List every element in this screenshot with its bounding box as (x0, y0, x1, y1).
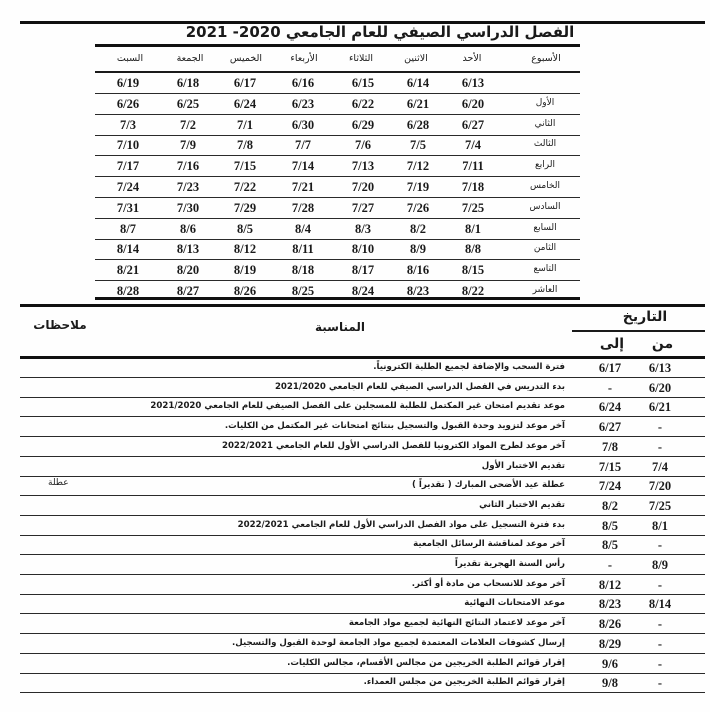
week-label: السادس (529, 201, 561, 212)
date-cell: 8/26 (233, 284, 257, 298)
week-label: الخامس (529, 181, 561, 191)
to-date: 8/5 (602, 518, 618, 533)
from-header: من (651, 336, 674, 352)
date-cell: 8/5 (237, 221, 253, 236)
date-cell: 8/16 (406, 263, 430, 278)
event-row (20, 516, 705, 537)
occasion-text: آخر موعد لطرح المواد الكترونيا للفصل الدراسي الأول للعام الجامعي 2022/2021 (221, 440, 565, 451)
date-cell: 7/29 (233, 200, 257, 215)
date-cell: 7/28 (291, 200, 315, 215)
from-date: 6/20 (648, 380, 672, 395)
to-date: 8/2 (602, 498, 618, 513)
date-cell: 8/7 (120, 221, 136, 236)
date-cell: 7/23 (176, 180, 200, 194)
date-cell: 6/28 (406, 117, 430, 132)
to-date: 8/12 (598, 577, 622, 592)
occasion-text: إقرار قوائم الطلبة الخريجين من مجلس العمداء. (363, 677, 565, 688)
date-cell: 8/8 (465, 242, 481, 257)
date-cell: 6/26 (116, 96, 140, 111)
date-cell: 7/4 (465, 138, 481, 153)
week-row (95, 94, 580, 115)
occasion-text: بدء فترة التسجيل على مواد الفصل الدراسي الأول للعام الجامعي 2022/2021 (237, 519, 565, 530)
date-cell: 7/31 (116, 200, 140, 215)
occasion-text: إرسال كشوفات العلامات المعتمدة لجميع مواد الجامعة لوحدة القبول والتسجيل. (232, 637, 565, 648)
from-date: 7/20 (648, 479, 672, 494)
date-cell: 6/22 (351, 96, 375, 111)
from-date: - (657, 420, 663, 435)
date-cell: 8/23 (406, 284, 430, 298)
date-cell: 6/19 (116, 76, 140, 90)
date-cell: 6/16 (291, 76, 315, 90)
date-cell: 7/6 (355, 138, 371, 153)
header-thursday: الخميس (229, 53, 263, 64)
to-date: 8/26 (598, 617, 622, 632)
date-cell: 8/25 (291, 284, 315, 298)
to-date: 6/24 (598, 400, 622, 415)
event-row (20, 496, 705, 517)
date-cell: 8/15 (461, 263, 485, 278)
date-cell: 6/18 (176, 76, 200, 90)
to-date: 9/8 (602, 676, 618, 691)
from-date: 7/25 (648, 498, 672, 513)
date-cell: 6/23 (291, 96, 315, 111)
occasion-text: تقديم الاختبار الثاني (479, 499, 565, 510)
to-date: 7/24 (598, 479, 622, 494)
occasion-text: رأس السنة الهجرية تقديراً (454, 559, 565, 569)
week-row (95, 115, 580, 136)
date-cell: 8/20 (176, 263, 200, 278)
date-cell: 6/25 (176, 96, 200, 111)
week-label: العاشر (532, 285, 558, 295)
week-label: الثامن (533, 243, 557, 254)
event-row (20, 476, 705, 497)
date-cell: 7/21 (291, 180, 315, 194)
from-date: 6/21 (648, 400, 672, 415)
week-label: الرابع (534, 160, 555, 171)
header-tuesday: الثلاثاء (348, 53, 374, 64)
date-cell: 7/5 (410, 138, 426, 153)
from-date: 8/1 (652, 518, 668, 533)
date-header-rule (572, 330, 705, 332)
date-cell: 6/27 (461, 117, 485, 132)
from-date: - (657, 676, 663, 691)
to-date: - (607, 558, 613, 572)
event-row (20, 634, 705, 655)
header-saturday: السبت (116, 53, 144, 64)
date-cell: 6/24 (233, 96, 257, 111)
from-date: - (657, 538, 663, 553)
to-date: 6/27 (598, 420, 622, 435)
notes-header: ملاحظات (33, 318, 87, 332)
date-cell: 8/27 (176, 284, 200, 298)
week-row (95, 156, 580, 177)
date-cell: 8/1 (465, 221, 481, 236)
date-cell: 8/17 (351, 263, 375, 278)
row-divider (20, 692, 705, 693)
to-date: - (607, 380, 613, 395)
date-cell: 7/17 (116, 159, 140, 174)
date-cell: 7/3 (120, 117, 136, 132)
to-date: 9/6 (602, 656, 618, 671)
week-label: الثالث (533, 139, 557, 150)
occasion-text: آخر موعد لمناقشة الرسائل الجامعية (413, 539, 565, 550)
occasion-text: موعد تقديم امتحان غير المكتمل للطلبة للمسجلين على الفصل الصيفي للعام الجامعي 2021/2020 (150, 401, 565, 412)
date-cell: 8/11 (292, 242, 314, 257)
date-cell: 7/24 (116, 180, 140, 194)
event-row (20, 654, 705, 675)
date-cell: 7/7 (295, 138, 311, 153)
date-cell: 7/22 (233, 180, 257, 194)
to-date: 7/8 (602, 439, 618, 454)
occasion-text: إقرار قوائم الطلبة الخريجين من مجالس الأقسام، مجالس الكليات. (287, 657, 565, 668)
date-cell: 8/14 (116, 242, 140, 257)
week-row (95, 198, 580, 219)
from-date: 6/13 (648, 361, 672, 375)
date-cell: 7/19 (406, 180, 430, 194)
event-row (20, 555, 705, 576)
occasion-text: موعد الامتحانات النهائية (464, 598, 565, 609)
occasion-text: تقديم الاختبار الأول (481, 460, 565, 471)
event-row (20, 535, 705, 556)
date-cell: 7/11 (462, 159, 484, 174)
date-cell: 8/24 (351, 284, 375, 298)
date-cell: 8/22 (461, 284, 485, 298)
from-date: - (657, 577, 663, 592)
date-cell: 7/20 (351, 180, 375, 194)
to-date: 8/29 (598, 636, 622, 651)
week-label: الثاني (534, 118, 556, 129)
date-cell: 8/4 (295, 221, 311, 236)
date-header: التاريخ (622, 309, 668, 325)
date-cell: 6/14 (406, 76, 430, 90)
date-cell: 7/10 (116, 138, 140, 153)
date-cell: 7/9 (180, 138, 196, 153)
date-cell: 7/15 (233, 159, 257, 174)
occasion-text: آخر موعد لاعتماد النتائج النهائية لجميع مواد الجامعة (348, 618, 565, 629)
note-text: عطلة (48, 478, 69, 489)
date-cell: 8/2 (410, 221, 426, 236)
date-cell: 8/10 (351, 242, 375, 257)
event-row (20, 673, 705, 694)
date-cell: 8/12 (233, 242, 257, 257)
week-row (95, 239, 580, 260)
date-cell: 7/16 (176, 159, 200, 174)
event-row (20, 614, 705, 635)
date-cell: 8/19 (233, 263, 257, 278)
date-cell: 7/1 (237, 117, 253, 132)
date-cell: 8/6 (180, 221, 196, 236)
week-label: السابع (533, 222, 557, 233)
date-cell: 8/21 (116, 263, 140, 278)
date-cell: 8/28 (116, 284, 140, 298)
from-date: 8/14 (648, 597, 672, 612)
occasion-header: المناسبة (314, 320, 366, 334)
date-cell: 6/17 (233, 76, 257, 90)
week-label: الأول (535, 97, 555, 108)
date-cell: 6/29 (351, 117, 375, 132)
event-row (20, 457, 705, 478)
to-date: 6/17 (598, 361, 622, 375)
date-cell: 7/13 (351, 159, 375, 174)
event-row (20, 358, 705, 379)
to-date: 8/5 (602, 538, 618, 553)
date-cell: 7/25 (461, 200, 485, 215)
header-wednesday: الأربعاء (290, 53, 318, 64)
date-cell: 7/2 (180, 117, 196, 132)
to-date: 8/23 (598, 597, 622, 612)
from-date: - (657, 636, 663, 651)
header-friday: الجمعة (176, 53, 204, 64)
date-cell: 8/18 (291, 263, 315, 278)
from-date: - (657, 617, 663, 632)
from-date: 8/9 (652, 558, 668, 572)
occasion-text: بدء التدريس في الفصل الدراسي الصيفي للعام الجامعي 2021/2020 (274, 381, 565, 392)
date-cell: 6/20 (461, 96, 485, 111)
date-cell: 6/21 (406, 96, 430, 111)
week-row (95, 73, 580, 94)
from-date: 7/4 (652, 459, 668, 474)
date-cell: 7/27 (351, 200, 375, 215)
date-cell: 7/8 (237, 138, 253, 153)
occasion-text: فترة السحب والإضافة لجميع الطلبة الكترونياً. (373, 362, 565, 372)
date-cell: 6/30 (291, 117, 315, 132)
schedule-header-rule (95, 44, 580, 47)
to-header: إلى (599, 336, 625, 352)
date-cell: 7/18 (461, 180, 485, 194)
header-monday: الاثنين (404, 53, 428, 64)
event-row (20, 417, 705, 438)
event-row (20, 378, 705, 399)
occasion-text: آخر موعد للانسحاب من مادة أو أكثر. (411, 578, 565, 589)
occasion-text: عطلة عيد الأضحى المبارك ( تقديراً ) (411, 480, 565, 491)
to-date: 7/15 (598, 459, 622, 474)
schedule-bottom-rule (95, 297, 580, 300)
date-cell: 8/3 (355, 221, 371, 236)
event-row (20, 437, 705, 458)
date-cell: 8/13 (176, 242, 200, 257)
occasion-text: آخر موعد لتزويد وحدة القبول والتسجيل بنتائج امتحانات غير المكتمل من الكليات. (224, 421, 565, 432)
page-title: الفصل الدراسي الصيفي للعام الجامعي 2020- 2021 (185, 23, 575, 41)
week-row (95, 219, 580, 240)
week-row (95, 135, 580, 156)
from-date: - (657, 439, 663, 454)
date-cell: 7/12 (406, 159, 430, 174)
week-row (95, 177, 580, 198)
date-cell: 6/15 (351, 76, 375, 90)
header-sunday: الأحد (462, 53, 482, 64)
event-row (20, 594, 705, 615)
date-cell: 7/14 (291, 159, 315, 174)
date-cell: 7/26 (406, 200, 430, 215)
week-row (95, 260, 580, 281)
date-cell: 8/9 (410, 242, 426, 257)
header-week: الأسبوع (531, 53, 561, 64)
event-row (20, 575, 705, 596)
from-date: - (657, 656, 663, 671)
date-cell: 6/13 (461, 76, 485, 90)
date-cell: 7/30 (176, 200, 200, 215)
week-label: التاسع (533, 264, 557, 275)
events-top-rule (20, 304, 705, 307)
event-row (20, 397, 705, 418)
